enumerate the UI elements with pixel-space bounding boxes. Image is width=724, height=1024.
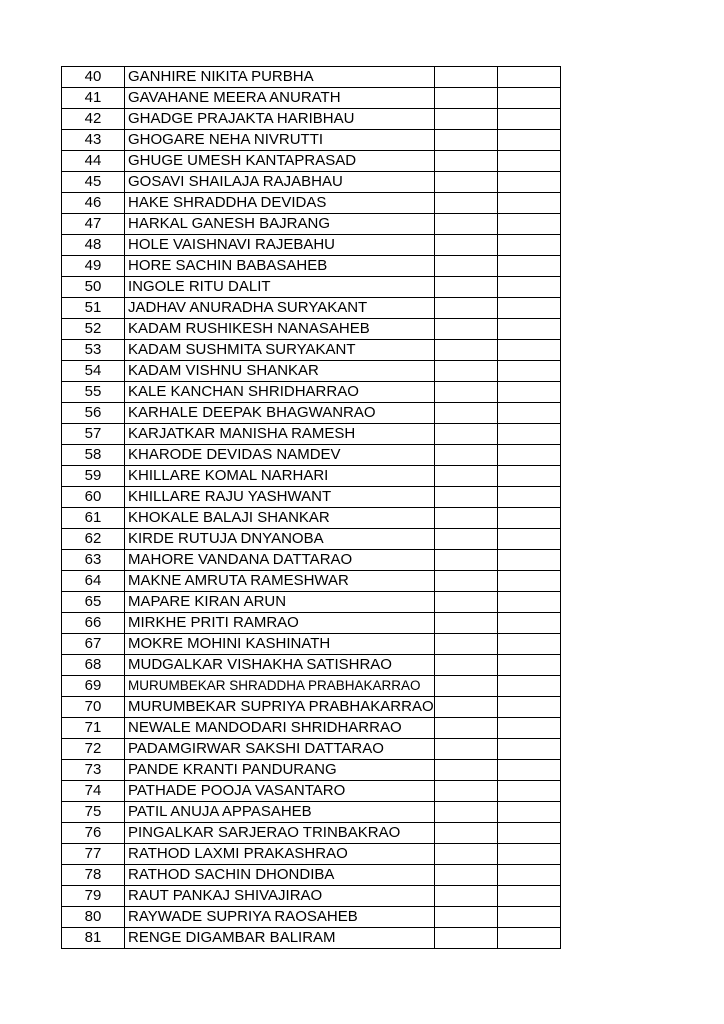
blank-entry-cell: [497, 193, 560, 214]
table-row: [62, 340, 561, 361]
student-name-cell: RATHOD LAXMI PRAKASHRAO: [125, 844, 435, 865]
blank-entry-cell: [497, 655, 560, 676]
student-name-cell: MAKNE AMRUTA RAMESHWAR: [125, 571, 435, 592]
student-name-cell: KADAM VISHNU SHANKAR: [125, 361, 435, 382]
blank-entry-cell: [497, 67, 560, 88]
student-name-cell: GHADGE PRAJAKTA HARIBHAU: [125, 109, 435, 130]
table-row: [62, 571, 561, 592]
student-name-cell: HAKE SHRADDHA DEVIDAS: [125, 193, 435, 214]
blank-entry-cell: [434, 739, 497, 760]
serial-number-cell: 78: [62, 865, 125, 886]
student-name-cell: KADAM RUSHIKESH NANASAHEB: [125, 319, 435, 340]
table-row: [62, 130, 561, 151]
blank-entry-cell: [497, 487, 560, 508]
blank-entry-cell: [434, 172, 497, 193]
blank-entry-cell: [497, 613, 560, 634]
table-row: [62, 214, 561, 235]
table-row: [62, 781, 561, 802]
blank-entry-cell: [497, 361, 560, 382]
blank-entry-cell: [497, 403, 560, 424]
student-name-cell: GAVAHANE MEERA ANURATH: [125, 88, 435, 109]
student-name-cell: MOKRE MOHINI KASHINATH: [125, 634, 435, 655]
blank-entry-cell: [434, 550, 497, 571]
table-row: [62, 466, 561, 487]
blank-entry-cell: [434, 571, 497, 592]
blank-entry-cell: [497, 739, 560, 760]
serial-number-cell: 58: [62, 445, 125, 466]
serial-number-cell: 67: [62, 634, 125, 655]
blank-entry-cell: [434, 466, 497, 487]
table-row: [62, 718, 561, 739]
table-row: [62, 823, 561, 844]
blank-entry-cell: [497, 592, 560, 613]
serial-number-cell: 71: [62, 718, 125, 739]
serial-number-cell: 74: [62, 781, 125, 802]
blank-entry-cell: [497, 109, 560, 130]
blank-entry-cell: [434, 151, 497, 172]
blank-entry-cell: [497, 529, 560, 550]
blank-entry-cell: [434, 214, 497, 235]
serial-number-cell: 51: [62, 298, 125, 319]
serial-number-cell: 43: [62, 130, 125, 151]
blank-entry-cell: [434, 88, 497, 109]
student-name-cell: GHOGARE NEHA NIVRUTTI: [125, 130, 435, 151]
blank-entry-cell: [434, 907, 497, 928]
student-name-cell: HARKAL GANESH BAJRANG: [125, 214, 435, 235]
blank-entry-cell: [497, 634, 560, 655]
serial-number-cell: 66: [62, 613, 125, 634]
blank-entry-cell: [434, 130, 497, 151]
blank-entry-cell: [434, 802, 497, 823]
table-row: [62, 424, 561, 445]
serial-number-cell: 68: [62, 655, 125, 676]
table-row: [62, 172, 561, 193]
roster-body: [62, 67, 561, 949]
serial-number-cell: 79: [62, 886, 125, 907]
student-name-cell: RENGE DIGAMBAR BALIRAM: [125, 928, 435, 949]
blank-entry-cell: [434, 529, 497, 550]
student-name-cell: KHILLARE RAJU YASHWANT: [125, 487, 435, 508]
blank-entry-cell: [434, 760, 497, 781]
serial-number-cell: 69: [62, 676, 125, 697]
student-name-cell: RAUT PANKAJ SHIVAJIRAO: [125, 886, 435, 907]
student-name-cell: KHARODE DEVIDAS NAMDEV: [125, 445, 435, 466]
table-row: [62, 802, 561, 823]
serial-number-cell: 59: [62, 466, 125, 487]
blank-entry-cell: [497, 151, 560, 172]
table-row: [62, 88, 561, 109]
student-name-cell: JADHAV ANURADHA SURYAKANT: [125, 298, 435, 319]
serial-number-cell: 41: [62, 88, 125, 109]
blank-entry-cell: [497, 697, 560, 718]
student-name-cell: GHUGE UMESH KANTAPRASAD: [125, 151, 435, 172]
blank-entry-cell: [497, 214, 560, 235]
serial-number-cell: 65: [62, 592, 125, 613]
student-name-cell: KHOKALE BALAJI SHANKAR: [125, 508, 435, 529]
table-row: [62, 235, 561, 256]
table-row: [62, 676, 561, 697]
serial-number-cell: 62: [62, 529, 125, 550]
blank-entry-cell: [497, 571, 560, 592]
table-row: [62, 403, 561, 424]
serial-number-cell: 70: [62, 697, 125, 718]
serial-number-cell: 72: [62, 739, 125, 760]
serial-number-cell: 73: [62, 760, 125, 781]
blank-entry-cell: [497, 466, 560, 487]
blank-entry-cell: [434, 865, 497, 886]
serial-number-cell: 40: [62, 67, 125, 88]
student-name-cell: HOLE VAISHNAVI RAJEBAHU: [125, 235, 435, 256]
table-row: [62, 592, 561, 613]
blank-entry-cell: [434, 382, 497, 403]
table-row: [62, 550, 561, 571]
serial-number-cell: 77: [62, 844, 125, 865]
student-name-cell: PINGALKAR SARJERAO TRINBAKRAO: [125, 823, 435, 844]
serial-number-cell: 60: [62, 487, 125, 508]
table-row: [62, 865, 561, 886]
blank-entry-cell: [497, 865, 560, 886]
blank-entry-cell: [434, 928, 497, 949]
serial-number-cell: 53: [62, 340, 125, 361]
table-row: [62, 739, 561, 760]
student-name-cell: PATIL ANUJA APPASAHEB: [125, 802, 435, 823]
serial-number-cell: 47: [62, 214, 125, 235]
table-row: [62, 151, 561, 172]
student-name-cell: KALE KANCHAN SHRIDHARRAO: [125, 382, 435, 403]
table-row: [62, 319, 561, 340]
blank-entry-cell: [434, 424, 497, 445]
blank-entry-cell: [434, 844, 497, 865]
serial-number-cell: 46: [62, 193, 125, 214]
blank-entry-cell: [434, 508, 497, 529]
student-name-cell: INGOLE RITU DALIT: [125, 277, 435, 298]
serial-number-cell: 52: [62, 319, 125, 340]
student-name-cell: KARHALE DEEPAK BHAGWANRAO: [125, 403, 435, 424]
serial-number-cell: 49: [62, 256, 125, 277]
table-row: [62, 529, 561, 550]
table-row: [62, 67, 561, 88]
blank-entry-cell: [497, 424, 560, 445]
blank-entry-cell: [434, 361, 497, 382]
blank-entry-cell: [497, 823, 560, 844]
blank-entry-cell: [434, 340, 497, 361]
student-name-cell: MIRKHE PRITI RAMRAO: [125, 613, 435, 634]
student-name-cell: KIRDE RUTUJA DNYANOBA: [125, 529, 435, 550]
serial-number-cell: 57: [62, 424, 125, 445]
table-row: [62, 382, 561, 403]
blank-entry-cell: [434, 676, 497, 697]
student-name-cell: NEWALE MANDODARI SHRIDHARRAO: [125, 718, 435, 739]
blank-entry-cell: [434, 256, 497, 277]
serial-number-cell: 42: [62, 109, 125, 130]
serial-number-cell: 76: [62, 823, 125, 844]
student-name-cell: MUDGALKAR VISHAKHA SATISHRAO: [125, 655, 435, 676]
table-row: [62, 886, 561, 907]
table-row: [62, 760, 561, 781]
serial-number-cell: 56: [62, 403, 125, 424]
blank-entry-cell: [434, 823, 497, 844]
blank-entry-cell: [497, 676, 560, 697]
table-row: [62, 487, 561, 508]
blank-entry-cell: [497, 277, 560, 298]
blank-entry-cell: [497, 130, 560, 151]
student-name-cell: KARJATKAR MANISHA RAMESH: [125, 424, 435, 445]
blank-entry-cell: [434, 718, 497, 739]
blank-entry-cell: [434, 67, 497, 88]
blank-entry-cell: [434, 613, 497, 634]
blank-entry-cell: [497, 802, 560, 823]
table-row: [62, 697, 561, 718]
blank-entry-cell: [434, 403, 497, 424]
blank-entry-cell: [497, 172, 560, 193]
student-name-cell: MURUMBEKAR SUPRIYA PRABHAKARRAO: [125, 697, 435, 718]
student-name-cell: HORE SACHIN BABASAHEB: [125, 256, 435, 277]
blank-entry-cell: [434, 319, 497, 340]
serial-number-cell: 50: [62, 277, 125, 298]
blank-entry-cell: [497, 319, 560, 340]
table-row: [62, 109, 561, 130]
student-name-cell: PADAMGIRWAR SAKSHI DATTARAO: [125, 739, 435, 760]
blank-entry-cell: [434, 193, 497, 214]
blank-entry-cell: [497, 382, 560, 403]
blank-entry-cell: [497, 298, 560, 319]
serial-number-cell: 80: [62, 907, 125, 928]
student-name-cell: MAHORE VANDANA DATTARAO: [125, 550, 435, 571]
blank-entry-cell: [497, 781, 560, 802]
student-name-cell: RATHOD SACHIN DHONDIBA: [125, 865, 435, 886]
table-row: [62, 508, 561, 529]
table-row: [62, 634, 561, 655]
blank-entry-cell: [434, 697, 497, 718]
serial-number-cell: 45: [62, 172, 125, 193]
student-roster-table: [61, 66, 561, 949]
blank-entry-cell: [434, 487, 497, 508]
table-row: [62, 655, 561, 676]
blank-entry-cell: [434, 109, 497, 130]
student-name-cell: KADAM SUSHMITA SURYAKANT: [125, 340, 435, 361]
serial-number-cell: 61: [62, 508, 125, 529]
blank-entry-cell: [434, 235, 497, 256]
blank-entry-cell: [434, 277, 497, 298]
blank-entry-cell: [434, 781, 497, 802]
blank-entry-cell: [497, 760, 560, 781]
serial-number-cell: 54: [62, 361, 125, 382]
blank-entry-cell: [434, 445, 497, 466]
serial-number-cell: 64: [62, 571, 125, 592]
blank-entry-cell: [497, 256, 560, 277]
blank-entry-cell: [434, 655, 497, 676]
blank-entry-cell: [497, 886, 560, 907]
blank-entry-cell: [497, 340, 560, 361]
table-row: [62, 445, 561, 466]
blank-entry-cell: [497, 88, 560, 109]
student-name-cell: MURUMBEKAR SHRADDHA PRABHAKARRAO: [125, 676, 435, 697]
blank-entry-cell: [497, 550, 560, 571]
table-row: [62, 613, 561, 634]
serial-number-cell: 55: [62, 382, 125, 403]
student-name-cell: GOSAVI SHAILAJA RAJABHAU: [125, 172, 435, 193]
blank-entry-cell: [434, 298, 497, 319]
table-row: [62, 193, 561, 214]
blank-entry-cell: [434, 634, 497, 655]
table-row: [62, 256, 561, 277]
table-row: [62, 844, 561, 865]
serial-number-cell: 63: [62, 550, 125, 571]
blank-entry-cell: [497, 907, 560, 928]
blank-entry-cell: [497, 508, 560, 529]
blank-entry-cell: [497, 844, 560, 865]
serial-number-cell: 44: [62, 151, 125, 172]
table-row: [62, 907, 561, 928]
blank-entry-cell: [434, 886, 497, 907]
table-row: [62, 361, 561, 382]
serial-number-cell: 48: [62, 235, 125, 256]
table-row: [62, 277, 561, 298]
serial-number-cell: 81: [62, 928, 125, 949]
serial-number-cell: 75: [62, 802, 125, 823]
student-name-cell: PANDE KRANTI PANDURANG: [125, 760, 435, 781]
student-name-cell: KHILLARE KOMAL NARHARI: [125, 466, 435, 487]
blank-entry-cell: [497, 928, 560, 949]
table-row: [62, 298, 561, 319]
blank-entry-cell: [497, 445, 560, 466]
student-name-cell: PATHADE POOJA VASANTARO: [125, 781, 435, 802]
student-name-cell: MAPARE KIRAN ARUN: [125, 592, 435, 613]
table-row: [62, 928, 561, 949]
blank-entry-cell: [497, 235, 560, 256]
student-name-cell: RAYWADE SUPRIYA RAOSAHEB: [125, 907, 435, 928]
blank-entry-cell: [497, 718, 560, 739]
student-name-cell: GANHIRE NIKITA PURBHA: [125, 67, 435, 88]
blank-entry-cell: [434, 592, 497, 613]
